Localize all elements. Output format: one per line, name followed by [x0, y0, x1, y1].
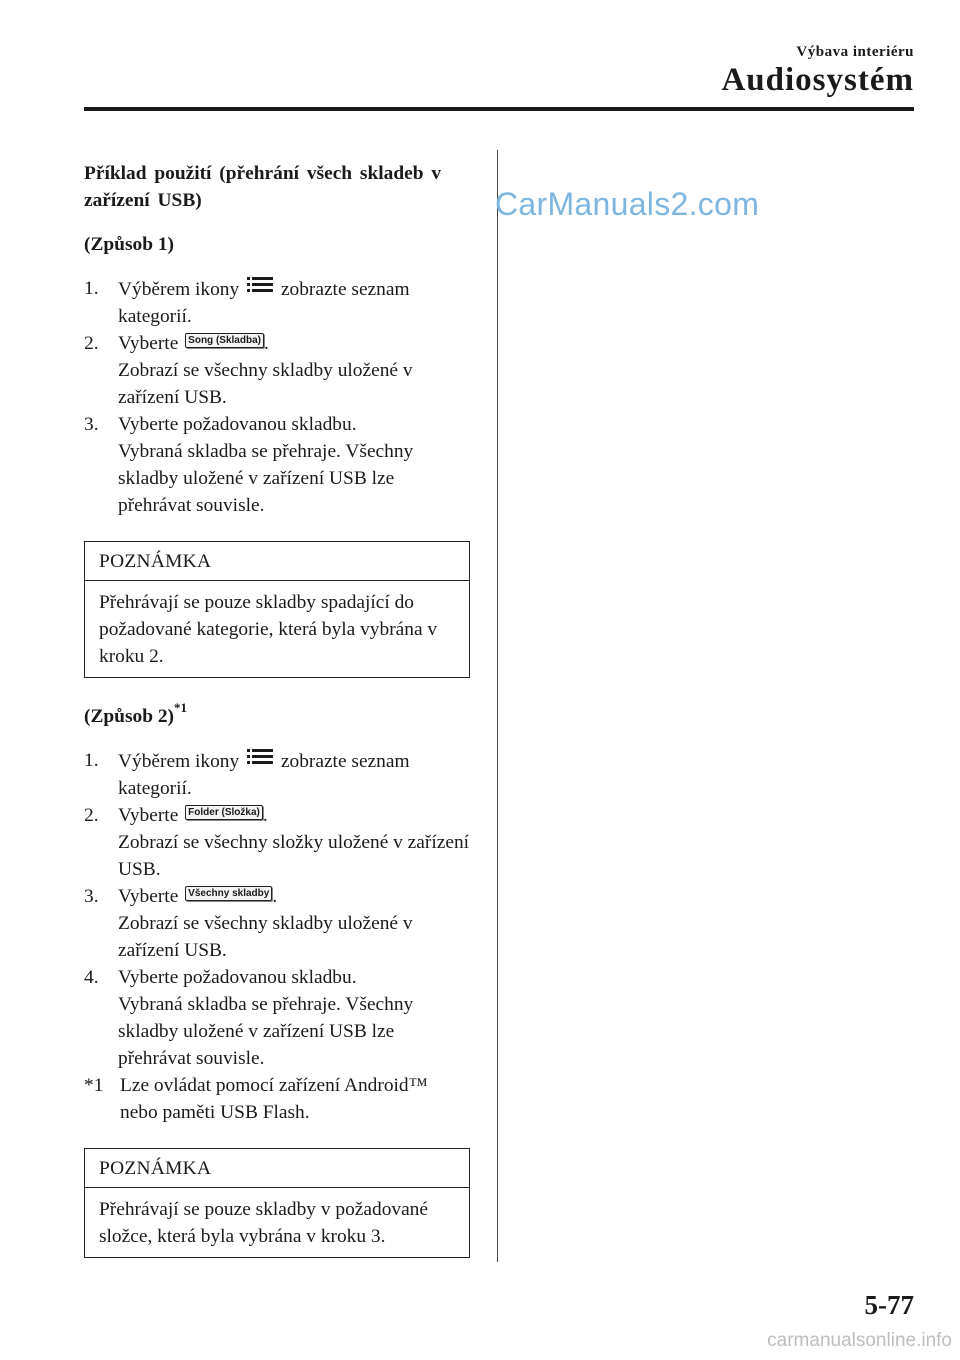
song-button: Song (Skladba) [185, 333, 264, 348]
step-text: Vyberte [118, 805, 179, 826]
step-detail: Vybraná skladba se přehraje. Všechny skladby uložené v zařízení USB lze přehrávat souvisle. [118, 994, 414, 1069]
page-number: 5-77 [864, 1290, 914, 1320]
step-detail: Zobrazí se všechny skladby uložené v zařízení USB. [118, 360, 413, 408]
step-text: zobrazte seznam kategorií. [118, 751, 410, 799]
method2-title [84, 700, 470, 730]
site-watermark: carmanualsonline.info [767, 1330, 952, 1351]
step-item [84, 747, 470, 802]
step-number: 1. [84, 750, 99, 771]
step-item [84, 802, 470, 883]
note-box [84, 1148, 470, 1258]
list-icon [246, 275, 274, 297]
footnote [84, 1072, 470, 1126]
chapter-title: Audiosystém [721, 62, 914, 98]
step-text: Výběrem ikony [118, 279, 240, 300]
watermark: CarManuals2.com [495, 186, 760, 222]
note-title: POZNÁMKA [85, 1149, 469, 1188]
step-item [84, 330, 470, 411]
example-heading: Příklad použití (přehrání všech skladeb v zařízení USB) [84, 163, 442, 211]
step-text: Vyberte [118, 333, 179, 354]
header-rule [84, 107, 914, 111]
step-item [84, 883, 470, 964]
step-detail: Zobrazí se všechny skladby uložené v zařízení USB. [118, 913, 413, 961]
step-number: 2. [84, 805, 99, 826]
step-text: . [262, 805, 268, 826]
footnote-mark: *1 [84, 1075, 104, 1096]
note-body: Přehrávají se pouze skladby spadající do požadované kategorie, která byla vybrána v kroku 2. [99, 592, 438, 667]
method1-title: (Způsob 1) [84, 234, 174, 255]
section-header: Výbava interiéru [796, 44, 914, 60]
note-box [84, 541, 470, 678]
step-detail: Vybraná skladba se přehraje. Všechny skladby uložené v zařízení USB lze přehrávat souvisle. [118, 441, 414, 516]
left-column [84, 160, 470, 1283]
step-text: Výběrem ikony [118, 751, 240, 772]
step-number: 1. [84, 278, 99, 299]
step-number: 3. [84, 886, 99, 907]
step-text: Vyberte požadovanou skladbu. [118, 414, 357, 435]
step-text: zobrazte seznam kategorií. [118, 279, 410, 327]
method1-steps [84, 275, 470, 519]
step-text: . [272, 886, 278, 907]
step-number: 4. [84, 967, 99, 988]
step-item [84, 275, 470, 330]
step-text: . [263, 333, 269, 354]
step-item [84, 964, 470, 1072]
footnote-ref: *1 [174, 700, 187, 715]
folder-button: Folder (Složka) [185, 805, 263, 820]
step-detail: Zobrazí se všechny složky uložené v zařízení USB. [118, 832, 470, 880]
list-icon [246, 747, 274, 769]
step-item [84, 411, 470, 519]
method2-steps [84, 747, 470, 1072]
step-number: 2. [84, 333, 99, 354]
method2-title-text: (Způsob 2) [84, 706, 174, 727]
note-title: POZNÁMKA [85, 542, 469, 581]
step-text: Vyberte požadovanou skladbu. [118, 967, 357, 988]
step-text: Vyberte [118, 886, 179, 907]
footnote-text: Lze ovládat pomocí zařízení Android™ nebo paměti USB Flash. [120, 1075, 428, 1123]
note-body: Přehrávají se pouze skladby v požadované složce, která byla vybrána v kroku 3. [99, 1199, 428, 1247]
all-songs-button: Všechny skladby [185, 886, 272, 901]
column-divider [497, 150, 498, 1262]
step-number: 3. [84, 414, 99, 435]
